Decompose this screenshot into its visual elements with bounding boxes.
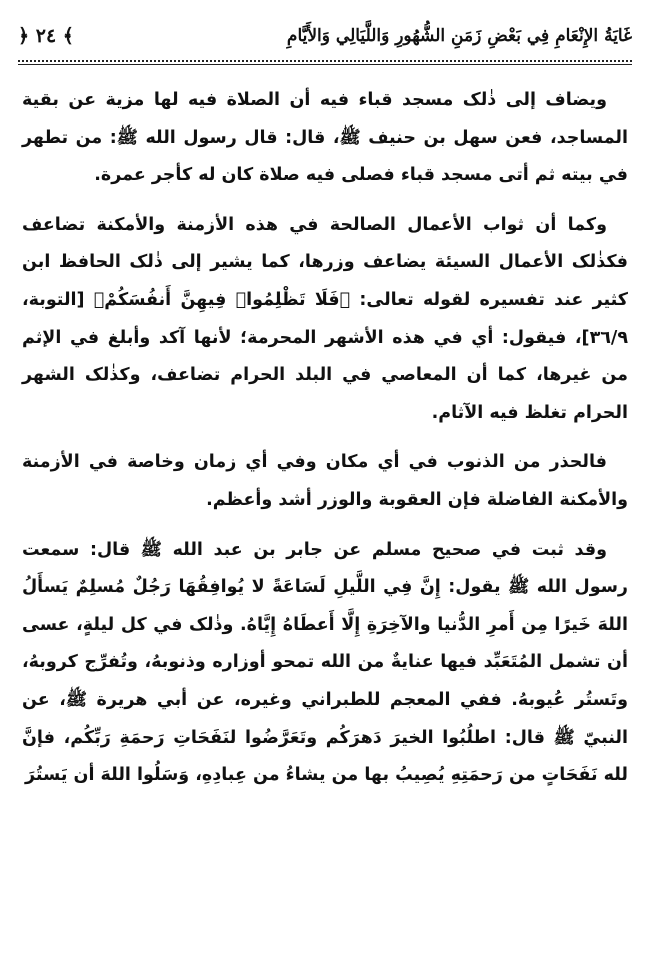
paragraph-warning: فالحذر من الذنوب في أي مكان وفي أي زمان وخاصة في الأزمنة والأمكنة الفاضلة فإن العقوبة والوزر أشد وأعظم. <box>22 452 628 510</box>
page-body <box>22 82 628 795</box>
header-divider <box>18 60 632 62</box>
page-header <box>18 16 632 56</box>
paragraph-hadith: وقد ثبت في صحيح مسلم عن جابر بن عبد الله ﷺ قال: سمعت رسول الله ﷺ يقول: إِنَّ فِي اللَّيلِ لَسَاعَةً لا يُوافِقُهَا رَجُلٌ مُسلِمٌ يَسأَلُ اللهَ خَيرًا مِن أَمرِ الدُّنيا والآخِرَةِ إِلَّا أَعطَاهُ إِيَّاهُ. وذٰلک في كل ليلةٍ، عسى أن تشمل المُتَعَبِّد فيها عنايةٌ من الله تمحو أوزاره وذنوبهُ، وتُفرِّج كروبهُ، وتَستُر عُيوبهُ. ففي المعجم للطبراني وغيره، عن أبي هريرة ﷺ، عن النبيّ ﷺ قال: اطلُبُوا الخيرَ دَهرَكُم وتَعَرَّضُوا لنَفَحَاتِ رَحمَةِ رَبِّكُم، فإنَّ لله نَفَحَاتٍ من رَحمَتِهِ يُصِيبُ بها من يشاءُ من عِبادِهِ، وَسَلُوا اللهَ أن يَستُرَ <box>22 539 628 786</box>
header-divider-line <box>18 64 632 65</box>
paragraph-masjid-quba: ويضاف إلى ذٰلک مسجد قباء فيه أن الصلاة فيه لها مزية عن بقية المساجد، فعن سهل بن حنيف ﷺ، قال: قال رسول الله ﷺ: من تطهر في بيته ثم أتى مسجد قباء فصلى فيه صلاة كان له كأجر عمرة. <box>22 90 628 186</box>
running-title: غَايَةُ الإِنْعَامِ فِي بَعْضِ زَمَنِ الشُّهُورِ وَاللَّيَالِي وَالأَيَّامِ <box>286 26 632 46</box>
page-number: ﴾ ٢٤ ﴿ <box>18 25 74 47</box>
paragraph-sinful-deeds: وكما أن ثواب الأعمال الصالحة في هذه الأزمنة والأمكنة تضاعف فكذٰلک الأعمال السيئة يضاعف وزرها، كما يشير إلى ذٰلک الحافظ ابن كثير عند تفسيره لقوله تعالى: ﴿فَلَا تَظْلِمُوا۟ فِيهِنَّ أَنفُسَكُمْ﴾ [التوبة، ٣٦/٩]، فيقول: أي في هذه الأشهر المحرمة؛ لأنها آكد وأبلغ في الإثم من غيرها، كما أن المعاصي في البلد الحرام تضاعف، وكذٰلک الشهر الحرام تغلظ فيه الآثام. <box>22 214 628 423</box>
